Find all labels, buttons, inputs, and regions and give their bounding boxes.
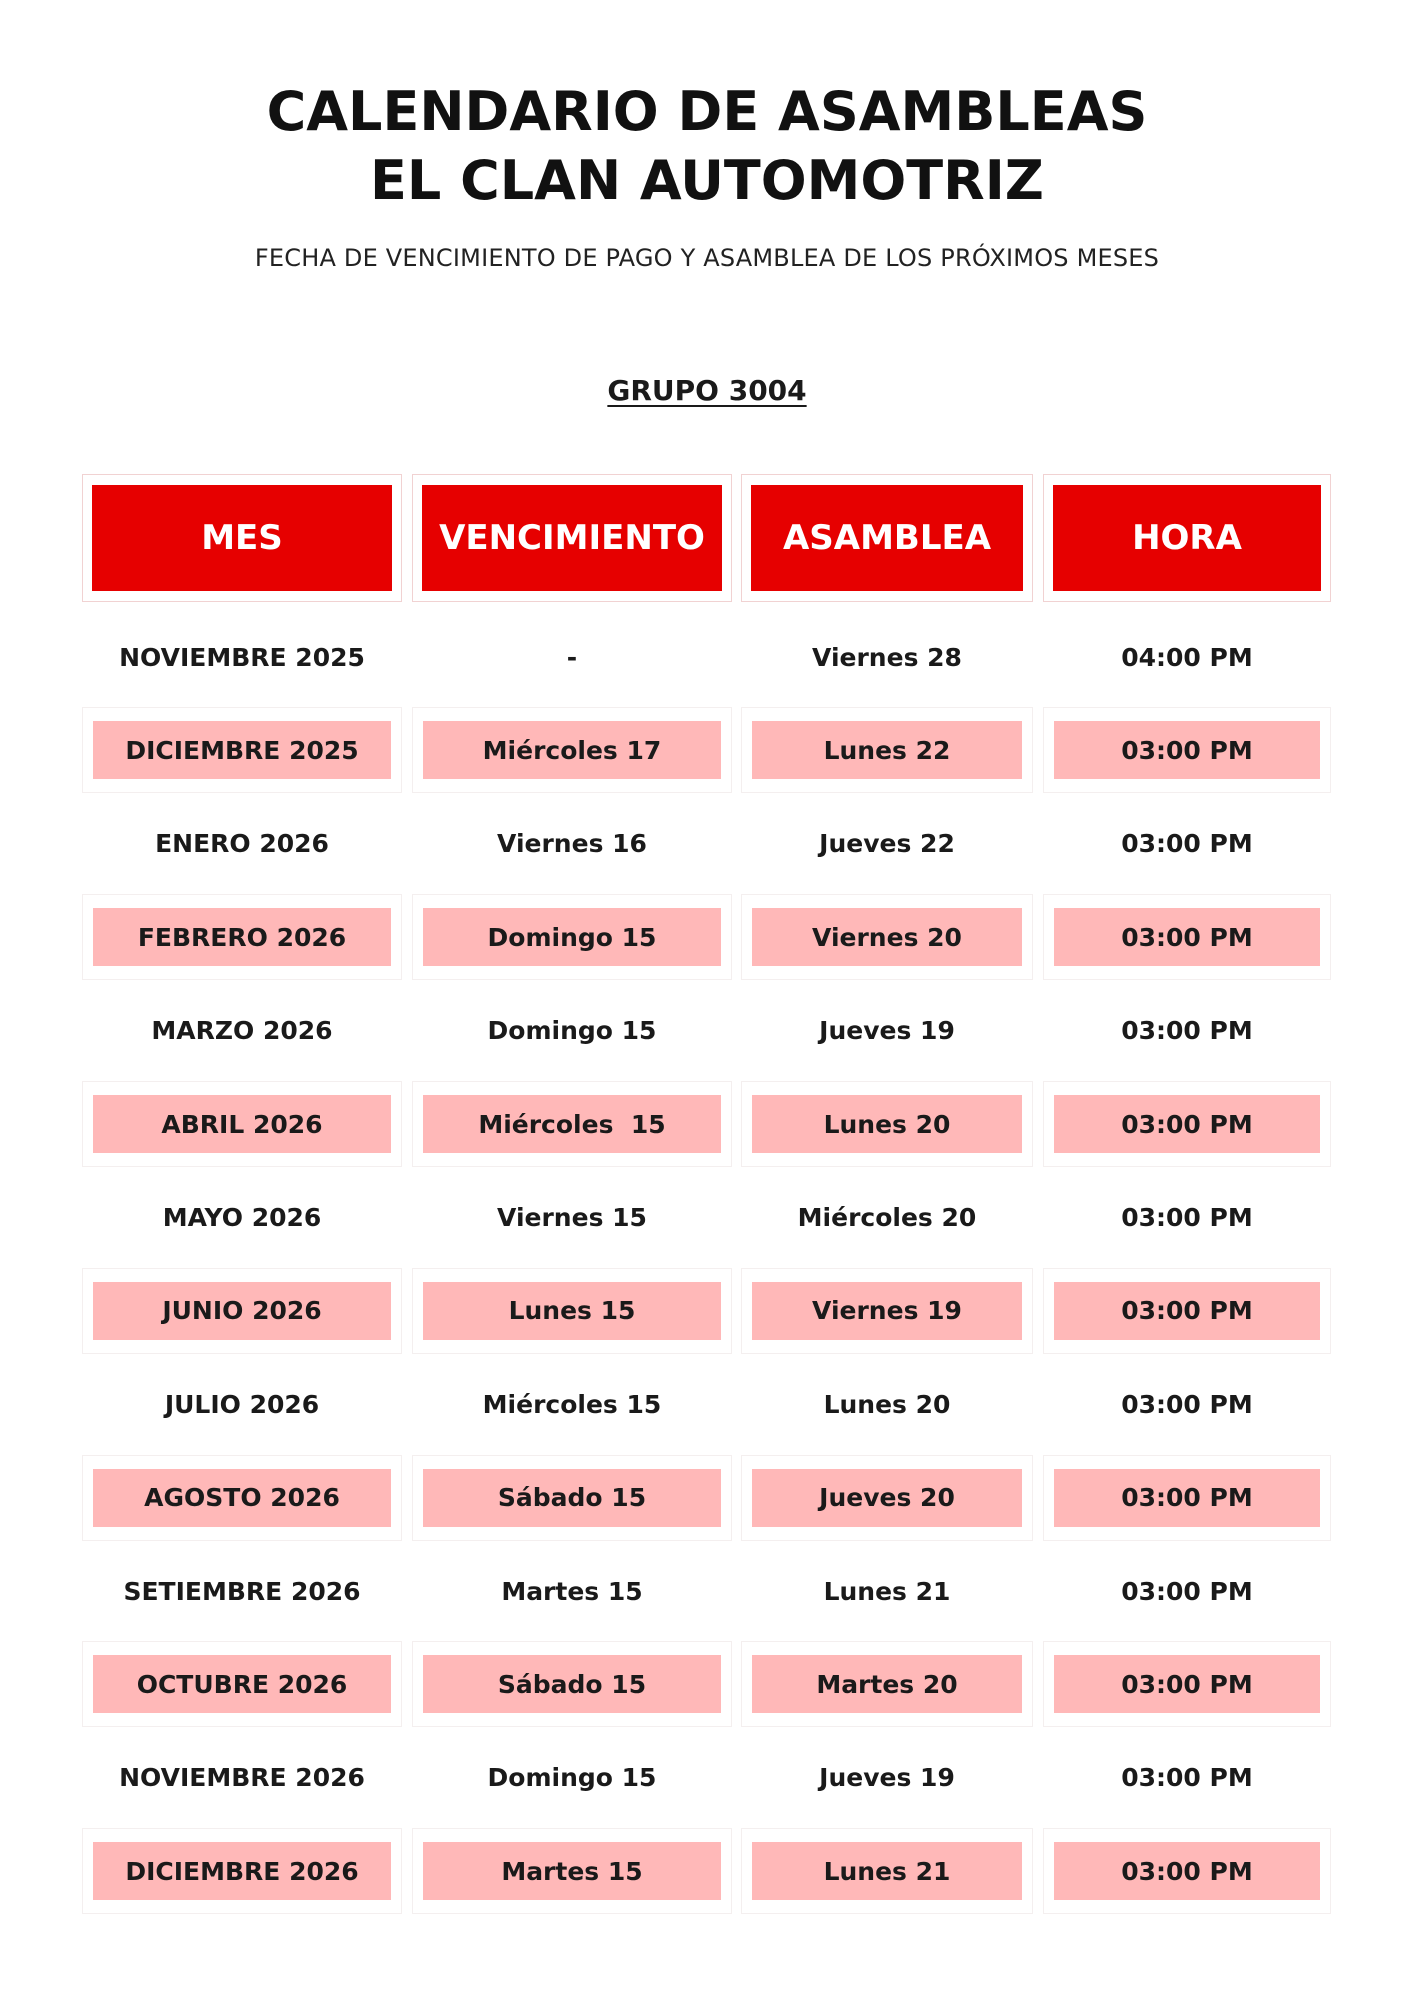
cell-text: 03:00 PM xyxy=(1121,1016,1253,1046)
table-row xyxy=(0,1641,1414,1727)
page-title-line-2: EL CLAN AUTOMOTRIZ xyxy=(370,149,1044,212)
column-header-label: ASAMBLEA xyxy=(751,485,1023,591)
cell-vencimiento xyxy=(412,1735,732,1821)
cell-text: JULIO 2026 xyxy=(164,1389,320,1419)
cell-hora xyxy=(1043,1361,1331,1447)
page-subtitle: FECHA DE VENCIMIENTO DE PAGO Y ASAMBLEA DE LOS PRÓXIMOS MESES xyxy=(254,244,1160,272)
page-title-line-1: CALENDARIO DE ASAMBLEAS xyxy=(266,80,1148,143)
cell-hora xyxy=(1043,614,1331,700)
table-row xyxy=(0,1828,1414,1914)
table-row xyxy=(0,894,1414,980)
cell-asamblea xyxy=(741,1641,1033,1727)
table-row xyxy=(0,1268,1414,1354)
table-row xyxy=(0,1735,1414,1821)
cell-text: Sábado 15 xyxy=(423,1655,721,1713)
cell-text: Martes 20 xyxy=(752,1655,1022,1713)
cell-hora xyxy=(1043,801,1331,887)
cell-text: 04:00 PM xyxy=(1121,642,1253,672)
cell-text: Viernes 19 xyxy=(752,1282,1022,1340)
cell-mes xyxy=(82,988,402,1074)
table-row xyxy=(0,614,1414,700)
cell-hora xyxy=(1043,707,1331,793)
cell-text: DICIEMBRE 2025 xyxy=(93,721,391,779)
cell-text: Viernes 16 xyxy=(497,829,647,859)
cell-vencimiento xyxy=(412,1361,732,1447)
cell-vencimiento xyxy=(412,988,732,1074)
table-row xyxy=(0,1548,1414,1634)
cell-vencimiento xyxy=(412,1081,732,1167)
cell-text: Lunes 20 xyxy=(752,1095,1022,1153)
cell-hora xyxy=(1043,1828,1331,1914)
cell-hora xyxy=(1043,1641,1331,1727)
cell-mes xyxy=(82,1081,402,1167)
cell-hora xyxy=(1043,988,1331,1074)
table-row xyxy=(0,801,1414,887)
cell-mes xyxy=(82,1455,402,1541)
cell-text: 03:00 PM xyxy=(1054,1282,1320,1340)
cell-mes xyxy=(82,801,402,887)
cell-text: NOVIEMBRE 2026 xyxy=(119,1763,365,1793)
cell-text: MARZO 2026 xyxy=(151,1016,333,1046)
cell-text: 03:00 PM xyxy=(1054,1842,1320,1900)
cell-asamblea xyxy=(741,894,1033,980)
cell-text: Martes 15 xyxy=(501,1576,643,1606)
table-row xyxy=(0,1455,1414,1541)
cell-mes xyxy=(82,1174,402,1260)
cell-text: Jueves 19 xyxy=(819,1763,955,1793)
cell-text: Lunes 15 xyxy=(423,1282,721,1340)
cell-text: Viernes 20 xyxy=(752,908,1022,966)
cell-vencimiento xyxy=(412,1455,732,1541)
cell-text: 03:00 PM xyxy=(1121,1389,1253,1419)
table-header-row xyxy=(0,474,1414,602)
cell-hora xyxy=(1043,1735,1331,1821)
cell-text: Lunes 20 xyxy=(823,1389,951,1419)
cell-text: Miércoles 15 xyxy=(482,1389,662,1419)
cell-text: 03:00 PM xyxy=(1121,1202,1253,1232)
table-row xyxy=(0,707,1414,793)
cell-vencimiento xyxy=(412,1641,732,1727)
cell-text: Miércoles 17 xyxy=(423,721,721,779)
cell-text: NOVIEMBRE 2025 xyxy=(119,642,365,672)
cell-text: - xyxy=(566,642,578,672)
column-header-label: HORA xyxy=(1053,485,1321,591)
cell-text: FEBRERO 2026 xyxy=(93,908,391,966)
cell-asamblea xyxy=(741,1361,1033,1447)
cell-asamblea xyxy=(741,801,1033,887)
column-header-hora xyxy=(1043,474,1331,602)
cell-vencimiento xyxy=(412,1268,732,1354)
cell-asamblea xyxy=(741,614,1033,700)
column-header-label: MES xyxy=(92,485,392,591)
cell-vencimiento xyxy=(412,614,732,700)
cell-asamblea xyxy=(741,1174,1033,1260)
cell-asamblea xyxy=(741,1268,1033,1354)
cell-text: 03:00 PM xyxy=(1121,829,1253,859)
cell-hora xyxy=(1043,1548,1331,1634)
cell-text: 03:00 PM xyxy=(1054,1655,1320,1713)
table-row xyxy=(0,1361,1414,1447)
cell-mes xyxy=(82,1828,402,1914)
cell-hora xyxy=(1043,1174,1331,1260)
cell-text: Miércoles 15 xyxy=(423,1095,721,1153)
column-header-vencimiento xyxy=(412,474,732,602)
group-heading xyxy=(0,374,1414,407)
column-header-label: VENCIMIENTO xyxy=(422,485,722,591)
cell-text: Jueves 20 xyxy=(752,1469,1022,1527)
cell-text: Lunes 21 xyxy=(752,1842,1022,1900)
cell-asamblea xyxy=(741,1735,1033,1821)
cell-text: Jueves 22 xyxy=(819,829,955,859)
cell-vencimiento xyxy=(412,1828,732,1914)
cell-vencimiento xyxy=(412,1174,732,1260)
cell-asamblea xyxy=(741,1081,1033,1167)
cell-text: Sábado 15 xyxy=(423,1469,721,1527)
cell-text: Domingo 15 xyxy=(423,908,721,966)
cell-mes xyxy=(82,894,402,980)
table-row xyxy=(0,1081,1414,1167)
cell-asamblea xyxy=(741,988,1033,1074)
cell-text: Domingo 15 xyxy=(487,1763,657,1793)
cell-text: DICIEMBRE 2026 xyxy=(93,1842,391,1900)
column-header-asamblea xyxy=(741,474,1033,602)
column-header-mes xyxy=(82,474,402,602)
cell-text: ABRIL 2026 xyxy=(93,1095,391,1153)
cell-text: Jueves 19 xyxy=(819,1016,955,1046)
cell-mes xyxy=(82,1641,402,1727)
table-row xyxy=(0,988,1414,1074)
cell-asamblea xyxy=(741,1548,1033,1634)
cell-text: Lunes 22 xyxy=(752,721,1022,779)
cell-text: 03:00 PM xyxy=(1121,1763,1253,1793)
cell-vencimiento xyxy=(412,801,732,887)
cell-text: JUNIO 2026 xyxy=(93,1282,391,1340)
cell-mes xyxy=(82,1548,402,1634)
cell-text: 03:00 PM xyxy=(1054,1469,1320,1527)
cell-text: 03:00 PM xyxy=(1054,1095,1320,1153)
cell-asamblea xyxy=(741,707,1033,793)
cell-text: ENERO 2026 xyxy=(155,829,329,859)
cell-mes xyxy=(82,1361,402,1447)
cell-hora xyxy=(1043,1268,1331,1354)
cell-text: MAYO 2026 xyxy=(162,1202,322,1232)
group-label: GRUPO 3004 xyxy=(607,374,807,407)
cell-mes xyxy=(82,614,402,700)
cell-vencimiento xyxy=(412,894,732,980)
cell-text: Viernes 28 xyxy=(812,642,962,672)
cell-hora xyxy=(1043,894,1331,980)
cell-asamblea xyxy=(741,1828,1033,1914)
cell-mes xyxy=(82,1735,402,1821)
cell-text: Domingo 15 xyxy=(487,1016,657,1046)
cell-mes xyxy=(82,1268,402,1354)
cell-vencimiento xyxy=(412,707,732,793)
cell-text: Miércoles 20 xyxy=(797,1202,977,1232)
cell-text: 03:00 PM xyxy=(1054,908,1320,966)
cell-asamblea xyxy=(741,1455,1033,1541)
table-row xyxy=(0,1174,1414,1260)
cell-text: Lunes 21 xyxy=(823,1576,951,1606)
cell-text: OCTUBRE 2026 xyxy=(93,1655,391,1713)
cell-mes xyxy=(82,707,402,793)
cell-text: 03:00 PM xyxy=(1054,721,1320,779)
cell-text: SETIEMBRE 2026 xyxy=(123,1576,361,1606)
cell-text: Viernes 15 xyxy=(497,1202,647,1232)
cell-vencimiento xyxy=(412,1548,732,1634)
cell-text: Martes 15 xyxy=(423,1842,721,1900)
cell-text: AGOSTO 2026 xyxy=(93,1469,391,1527)
cell-hora xyxy=(1043,1455,1331,1541)
cell-text: 03:00 PM xyxy=(1121,1576,1253,1606)
cell-hora xyxy=(1043,1081,1331,1167)
